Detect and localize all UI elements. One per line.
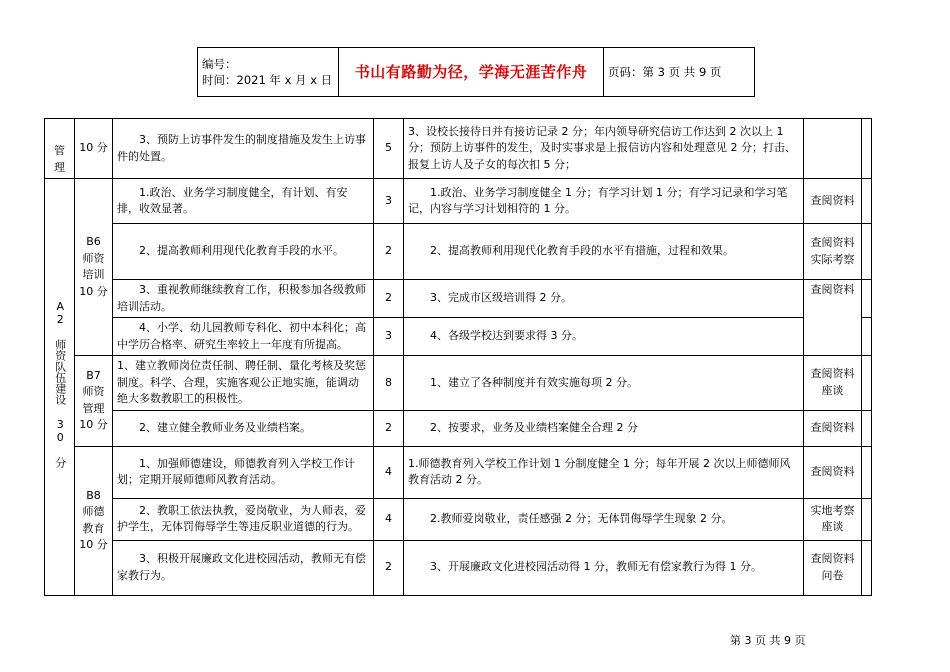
points-cell: 2 <box>374 410 404 446</box>
blank-cell <box>862 498 872 540</box>
content-cell: 3、预防上访事件发生的制度措施及发生上访事件的处置。 <box>113 119 374 179</box>
standard-cell: 1、建立了各种制度并有效实施每项 2 分。 <box>404 356 804 411</box>
method-cell: 查阅资料 <box>804 410 862 446</box>
b8-name: 师德教育 <box>82 505 105 535</box>
number-label: 编号： <box>202 57 237 71</box>
table-row <box>45 446 872 498</box>
method-cell: 查阅资料 <box>804 446 862 498</box>
standard-cell: 2、提高教师利用现代化教育手段的水平有措施，过程和效果。 <box>404 224 804 280</box>
method-primary: 查阅资料 <box>810 236 855 249</box>
standard-cell: 3、完成市区级培训得 2 分。 <box>404 280 804 318</box>
points-cell: 8 <box>374 356 404 411</box>
method-cell <box>804 119 862 179</box>
content-cell: 2、教职工依法执教，爱岗敬业，为人师表，爱护学生，无体罚侮辱学生等违反职业道德的行为。 <box>113 498 374 540</box>
standard-cell: 3、设校长接待日并有接访记录 2 分；年内领导研究信访工作达到 2 次以上 1 分；预防上访事件的发生，及时实事求是上报信访内容和处理意见 2 分；打击、报复上访人及子女的每次扣 5 分； <box>404 119 804 179</box>
method-cell: 查阅资料 <box>804 179 862 224</box>
method-primary: 查阅资料 <box>810 367 855 381</box>
b8-code: B8 <box>86 488 101 502</box>
a2-cell <box>45 179 75 596</box>
blank-cell <box>862 318 872 356</box>
header-meta <box>198 48 339 97</box>
blank-cell <box>862 446 872 498</box>
standard-cell: 2、按要求，业务及业绩档案健全合理 2 分 <box>404 410 804 446</box>
b8-score: 10 分 <box>79 538 108 551</box>
a2-label: A2 师资队伍建设 30 分 <box>53 300 67 468</box>
table-row <box>45 356 872 411</box>
content-cell: 1.政治、业务学习制度健全，有计划、有安排，收效显著。 <box>113 179 374 224</box>
page-header <box>197 47 755 97</box>
standard-cell: 4、各级学校达到要求得 3 分。 <box>404 318 804 356</box>
standard-cell: 2.教师爱岗敬业，责任感强 2 分；无体罚侮辱学生现象 2 分。 <box>404 498 804 540</box>
blank-cell <box>862 280 872 318</box>
table-row <box>45 318 872 356</box>
b6-code: B6 <box>86 235 101 248</box>
table-row <box>45 498 872 540</box>
content-cell: 3、积极开展廉政文化进校园活动，教师无有偿家教行为。 <box>113 540 374 595</box>
points-cell: 2 <box>374 540 404 595</box>
blank-cell <box>862 119 872 179</box>
blank-cell <box>862 356 872 411</box>
points-cell: 4 <box>374 446 404 498</box>
standard-cell: 1.政治、业务学习制度健全 1 分；有学习计划 1 分；有学习记录和学习笔记，内容与学习计划相符的 1 分。 <box>404 179 804 224</box>
content-cell: 3、重视教师继续教育工作，积极参加各级教师培训活动。 <box>113 280 374 318</box>
method-cell <box>804 356 862 411</box>
points-cell: 5 <box>374 119 404 179</box>
table-row <box>45 280 872 318</box>
points-cell: 3 <box>374 318 404 356</box>
table-row <box>45 224 872 280</box>
time-label: 时间：2021 年 x 月 x 日 <box>202 73 333 87</box>
content-cell: 2、建立健全教师业务及业绩档案。 <box>113 410 374 446</box>
category-cell: 管理 <box>45 119 75 179</box>
evaluation-table <box>44 118 872 596</box>
b7-cell <box>75 356 113 447</box>
standard-cell: 3、开展廉政文化进校园活动得 1 分，教师无有偿家教行为得 1 分。 <box>404 540 804 595</box>
standard-cell: 1.师德教育列入学校工作计划 1 分制度健全 1 分；每年开展 2 次以上师德师风教育活动 2 分。 <box>404 446 804 498</box>
points-cell: 2 <box>374 280 404 318</box>
blank-cell <box>862 224 872 280</box>
content-cell: 1、加强师德建设，师德教育列入学校工作计划；定期开展师德师风教育活动。 <box>113 446 374 498</box>
method-secondary: 座谈 <box>821 520 844 533</box>
motto: 书山有路勤为径，学海无涯苦作舟 <box>339 48 604 97</box>
page-footer: 第 3 页 共 9 页 <box>730 634 806 647</box>
table-row <box>45 410 872 446</box>
content-cell: 1、建立教师岗位责任制、聘任制、量化考核及奖惩制度。科学、合理，实施客观公正地实施，能调动绝大多数教职工的积极性。 <box>113 356 374 411</box>
b7-name: 师资管理 <box>82 385 105 415</box>
page-label: 页码：第 3 页 共 9 页 <box>604 48 755 97</box>
content-cell: 4、小学、幼儿园教师专科化、初中本科化；高中学历合格率、研究生率较上一年度有所提高。 <box>113 318 374 356</box>
score-cell: 10 分 <box>75 119 113 179</box>
blank-cell <box>862 540 872 595</box>
method-secondary: 问卷 <box>821 568 844 582</box>
points-cell: 3 <box>374 179 404 224</box>
method-primary: 实地考察 <box>810 503 855 517</box>
b8-cell <box>75 446 113 595</box>
blank-cell <box>862 179 872 224</box>
method-cell <box>804 540 862 595</box>
method-cell <box>804 498 862 540</box>
table-row <box>45 179 872 224</box>
b7-score: 10 分 <box>79 418 108 432</box>
method-secondary: 座谈 <box>821 383 844 397</box>
table-row <box>45 119 872 179</box>
b7-code: B7 <box>86 368 101 382</box>
points-cell: 2 <box>374 224 404 280</box>
table-row <box>45 540 872 595</box>
points-cell: 4 <box>374 498 404 540</box>
b6-name: 师资培训 <box>82 251 105 281</box>
b6-cell <box>75 179 113 356</box>
content-cell: 2、提高教师利用现代化教育手段的水平。 <box>113 224 374 280</box>
b6-score: 10 分 <box>79 284 108 298</box>
method-cell: 查阅资料 <box>804 280 862 356</box>
method-primary: 查阅资料 <box>810 552 855 565</box>
method-cell <box>804 224 862 280</box>
blank-cell <box>862 410 872 446</box>
method-secondary: 实际考察 <box>810 252 855 266</box>
